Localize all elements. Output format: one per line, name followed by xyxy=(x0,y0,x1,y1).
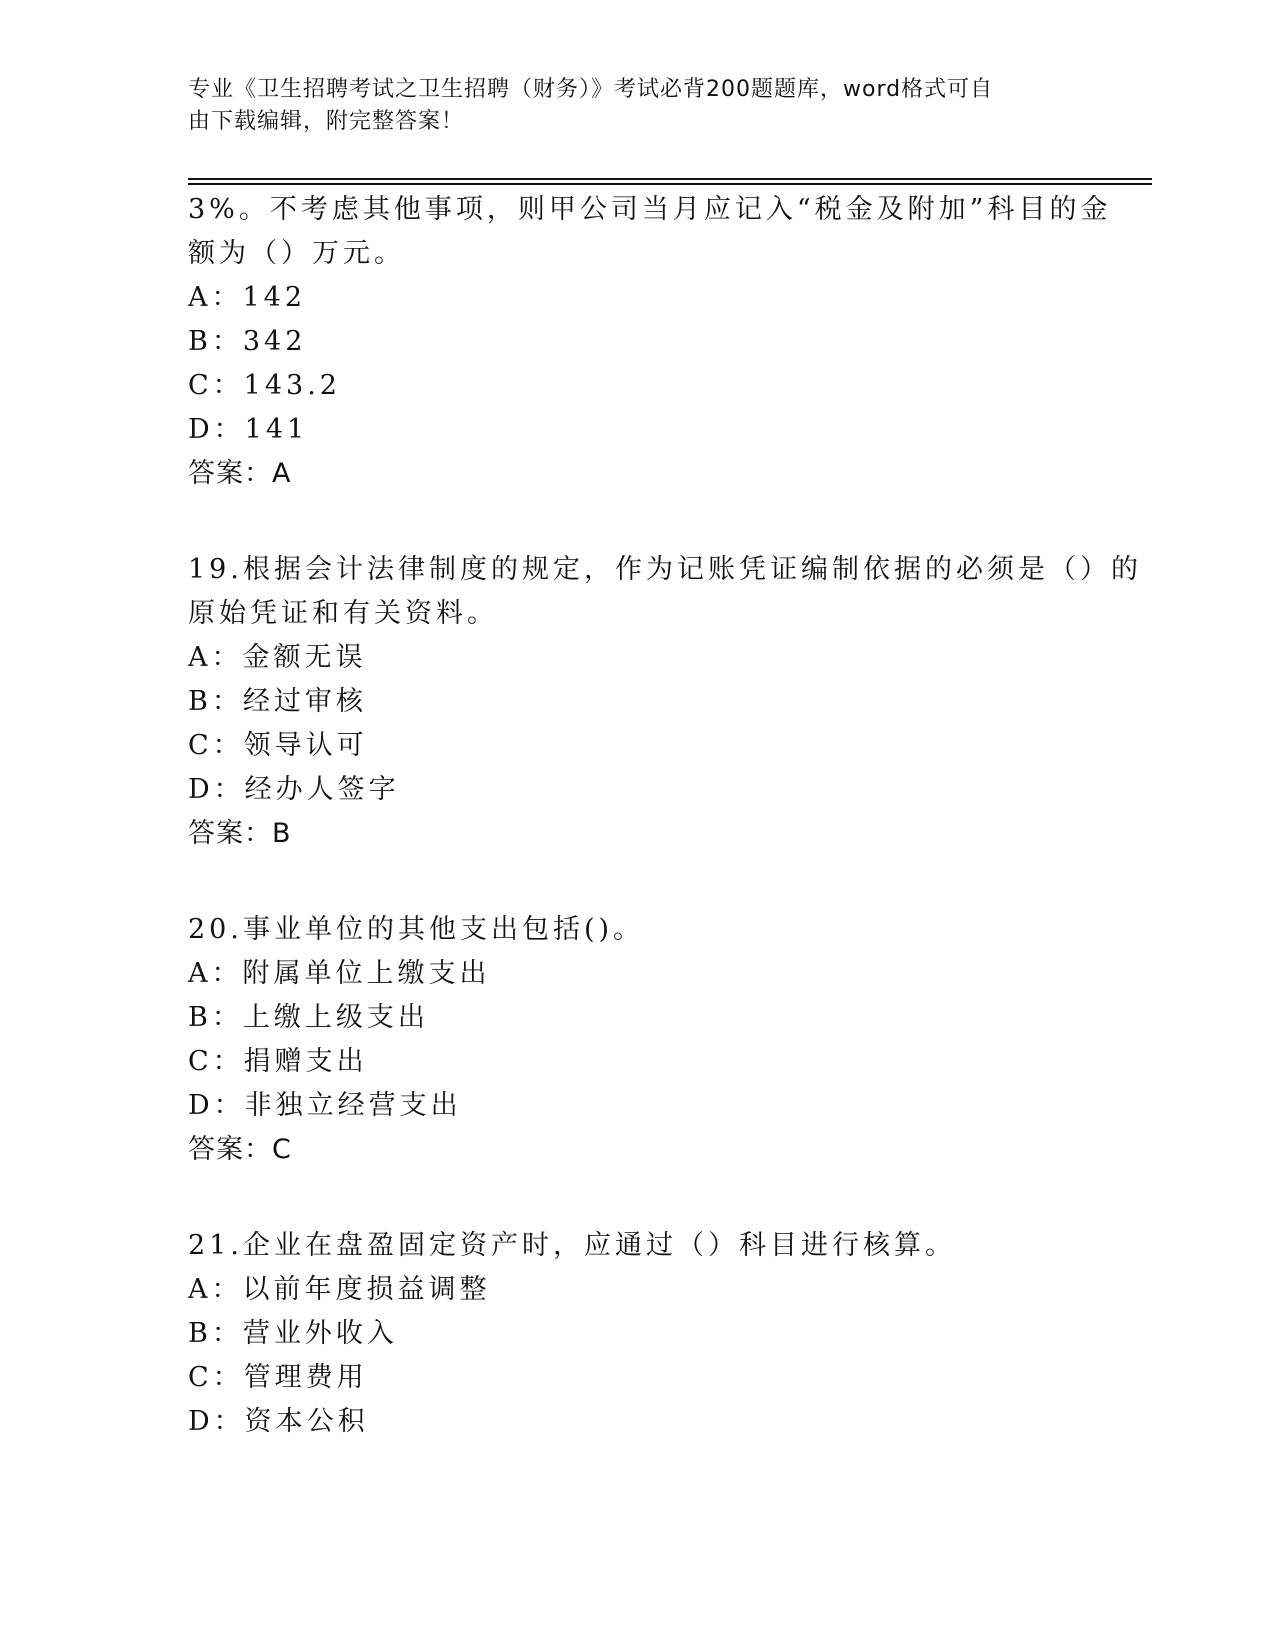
option-b: B：342 xyxy=(188,326,307,357)
option-b: B：经过审核 xyxy=(188,686,367,717)
option-c: C：143.2 xyxy=(188,370,341,401)
option-a: A：附属单位上缴支出 xyxy=(188,958,491,989)
header-divider-bottom xyxy=(188,183,1152,185)
answer-label: 答案：C xyxy=(188,1134,292,1165)
question-stem-line: 20.事业单位的其他支出包括()。 xyxy=(188,914,645,945)
option-a: A：以前年度损益调整 xyxy=(188,1274,491,1305)
option-a: A：142 xyxy=(188,282,307,313)
option-c: C：领导认可 xyxy=(188,730,368,761)
option-c: C：捐赠支出 xyxy=(188,1046,368,1077)
option-d: D：非独立经营支出 xyxy=(188,1090,462,1121)
header-divider-top xyxy=(188,178,1152,180)
option-c: C：管理费用 xyxy=(188,1362,368,1393)
question-stem-line: 21.企业在盘盈固定资产时，应通过（）科目进行核算。 xyxy=(188,1230,956,1261)
question-stem-line: 原始凭证和有关资料。 xyxy=(188,598,498,629)
answer-label: 答案：A xyxy=(188,458,292,489)
answer-label: 答案：B xyxy=(188,818,292,849)
option-b: B：上缴上级支出 xyxy=(188,1002,429,1033)
document-header xyxy=(188,74,1068,138)
question-stem-line: 19.根据会计法律制度的规定，作为记账凭证编制依据的必须是（）的 xyxy=(188,554,1142,585)
option-b: B：营业外收入 xyxy=(188,1318,398,1349)
header-line-2: 由下载编辑，附完整答案！ xyxy=(188,109,465,134)
option-d: D：资本公积 xyxy=(188,1406,369,1437)
option-a: A：金额无误 xyxy=(188,642,367,673)
option-d: D：141 xyxy=(188,414,309,445)
question-stem-line: 3%。不考虑其他事项，则甲公司当月应记入“税金及附加”科目的金 xyxy=(188,194,1112,225)
header-line-1: 专业《卫生招聘考试之卫生招聘（财务）》考试必背200题题库，word格式可自 xyxy=(188,77,994,102)
option-d: D：经办人签字 xyxy=(188,774,400,805)
question-stem-line: 额为（）万元。 xyxy=(188,238,405,269)
